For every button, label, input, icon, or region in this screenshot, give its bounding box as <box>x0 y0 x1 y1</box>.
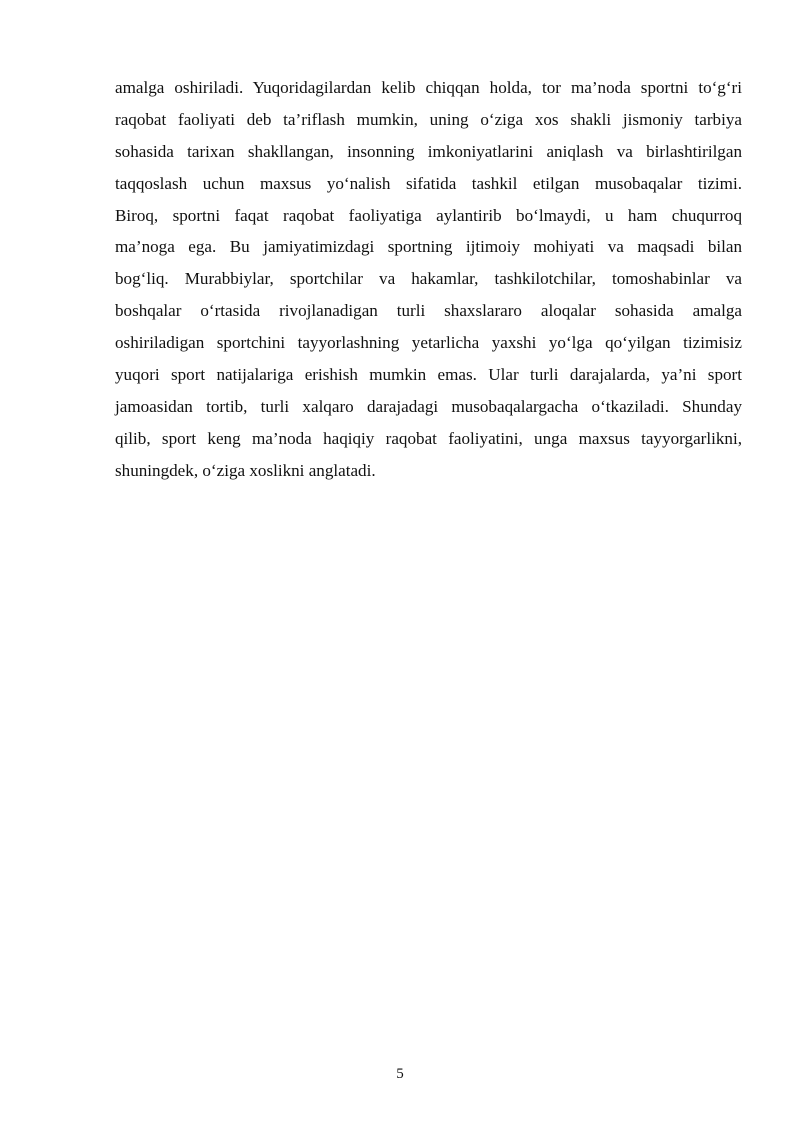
body-paragraph <box>115 72 742 487</box>
paragraph-line: bog‘liq. Murabbiylar, sportchilar va hakamlar, tashkilotchilar, tomoshabinlar va <box>115 269 742 289</box>
page-number: 5 <box>396 1066 404 1082</box>
paragraph-line: raqobat faoliyati deb ta’riflash mumkin, uning o‘ziga xos shakli jismoniy tarbiya <box>115 109 742 129</box>
paragraph-line: oshiriladigan sportchini tayyorlashning yetarlicha yaxshi yo‘lga qo‘yilgan tizimisiz <box>115 333 742 353</box>
paragraph-line: sohasida tarixan shakllangan, insonning imkoniyatlarini aniqlash va birlashtirilgan <box>115 141 742 161</box>
paragraph-line: shuningdek, o‘ziga xoslikni anglatadi. <box>115 460 376 480</box>
paragraph-line: yuqori sport natijalariga erishish mumkin emas. Ular turli darajalarda, ya’ni sport <box>115 365 742 385</box>
paragraph-line: qilib, sport keng ma’noda haqiqiy raqobat faoliyatini, unga maxsus tayyorgarlikni, <box>115 428 742 448</box>
paragraph-line: amalga oshiriladi. Yuqoridagilardan kelib chiqqan holda, tor ma’noda sportni to‘g‘ri <box>115 78 742 97</box>
paragraph-line: ma’noga ega. Bu jamiyatimizdagi sportning ijtimoiy mohiyati va maqsadi bilan <box>115 237 742 257</box>
paragraph-line: boshqalar o‘rtasida rivojlanadigan turli shaxslararo aloqalar sohasida amalga <box>115 301 742 321</box>
paragraph-line: Biroq, sportni faqat raqobat faoliyatiga aylantirib bo‘lmaydi, u ham chuqurroq <box>115 205 742 225</box>
paragraph-line: taqqoslash uchun maxsus yo‘nalish sifatida tashkil etilgan musobaqalar tizimi. <box>115 173 742 193</box>
paragraph-line: jamoasidan tortib, turli xalqaro darajadagi musobaqalargacha o‘tkaziladi. Shunday <box>115 396 742 416</box>
